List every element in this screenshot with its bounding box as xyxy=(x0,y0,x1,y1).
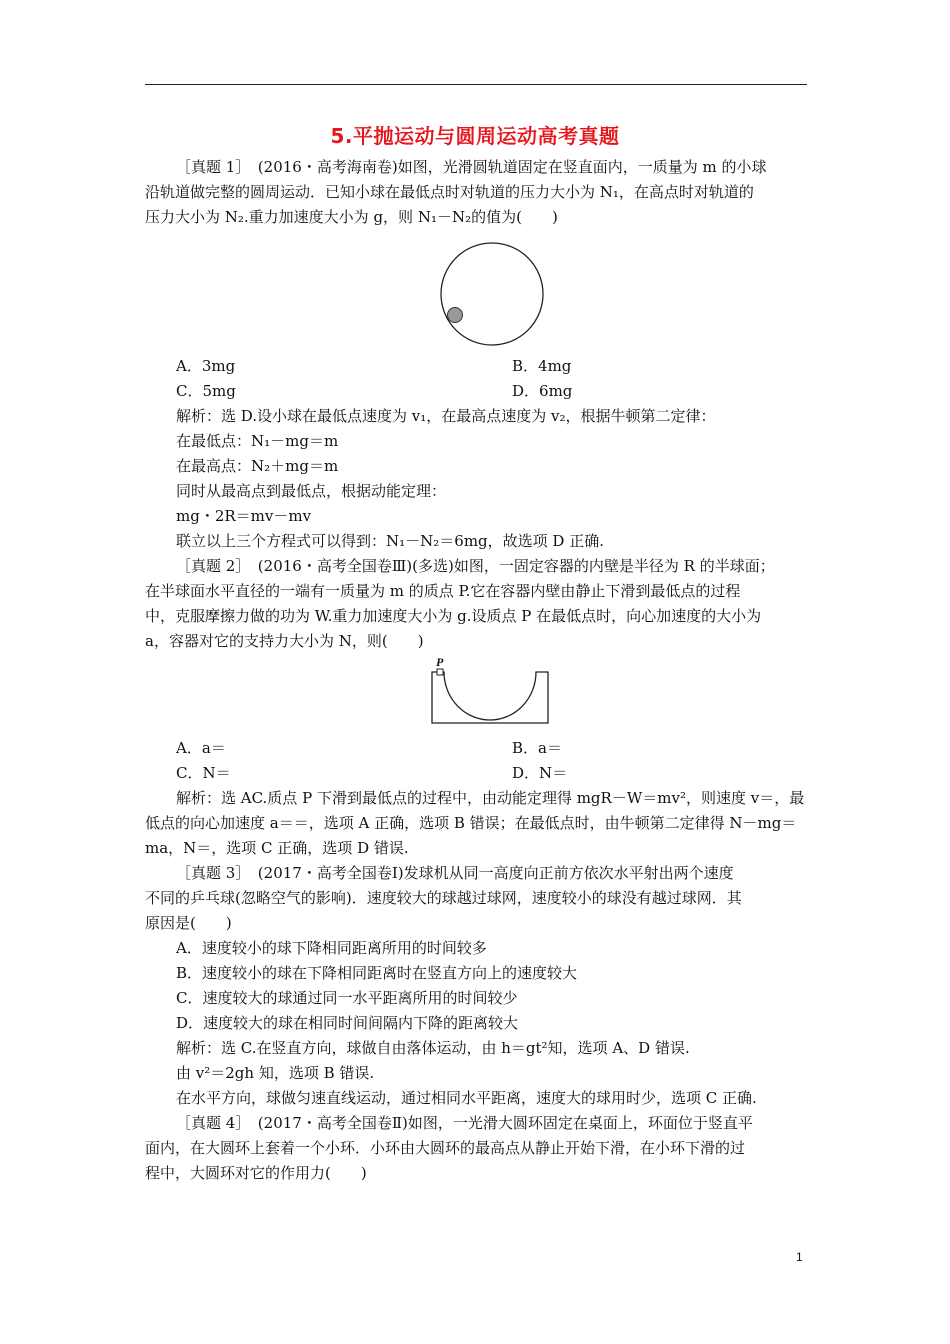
q1-line-3: 压力大小为 N₂.重力加速度大小为 g，则 N₁－N₂的值为( ) xyxy=(145,208,558,226)
q2-line-1: ［真题 2］ (2016・高考全国卷Ⅲ)(多选)如图，一固定容器的内壁是半径为 R 的半球面； xyxy=(176,557,775,575)
q3-option-b: B．速度较小的球在下降相同距离时在竖直方向上的速度较大 xyxy=(176,964,578,982)
q1-option-d: D．6mg xyxy=(512,382,573,400)
q2-line-3: 中，克服摩擦力做的功为 W.重力加速度大小为 g.设质点 P 在最低点时，向心加速度的大小为 xyxy=(145,607,762,625)
hemispherical-container-figure xyxy=(428,654,552,726)
q1-option-a: A．3mg xyxy=(176,357,236,375)
q4-line-3: 程中，大圆环对它的作用力( ) xyxy=(145,1164,367,1182)
page-title: 5.平抛运动与圆周运动高考真题 xyxy=(330,124,620,148)
q2-option-c: C．N＝ xyxy=(176,764,231,782)
q4-line-1: ［真题 4］ (2017・高考全国卷Ⅱ)如图，一光滑大圆环固定在桌面上，环面位于竖直平 xyxy=(176,1114,753,1132)
q1-solution-5: mg・2R＝mv－mv xyxy=(176,507,312,525)
q1-option-b: B．4mg xyxy=(512,357,572,375)
q1-solution-2: 在最低点：N₁－mg＝m xyxy=(176,432,339,450)
q1-line-2: 沿轨道做完整的圆周运动．已知小球在最低点时对轨道的压力大小为 N₁，在高点时对轨道的 xyxy=(145,183,754,201)
q2-option-a: A．a＝ xyxy=(176,739,226,757)
q3-option-d: D．速度较大的球在相同时间间隔内下降的距离较大 xyxy=(176,1014,519,1032)
q3-solution-3: 在水平方向，球做匀速直线运动，通过相同水平距离，速度大的球用时少，选项 C 正确. xyxy=(176,1089,757,1107)
q1-line-1: ［真题 1］ (2016・高考海南卷)如图，光滑圆轨道固定在竖直面内，一质量为 m 的小球 xyxy=(176,158,767,176)
q1-option-c: C．5mg xyxy=(176,382,236,400)
q3-option-c: C．速度较大的球通过同一水平距离所用的时间较少 xyxy=(176,989,518,1007)
q3-option-a: A．速度较小的球下降相同距离所用的时间较多 xyxy=(176,939,487,957)
q2-line-2: 在半球面水平直径的一端有一质量为 m 的质点 P.它在容器内壁由静止下滑到最低点的过程 xyxy=(145,582,741,600)
q2-solution-3: ma，N＝，选项 C 正确，选项 D 错误. xyxy=(145,839,409,857)
q2-option-d: D．N＝ xyxy=(512,764,568,782)
circular-track-figure xyxy=(434,242,550,346)
q3-line-3: 原因是( ) xyxy=(145,914,232,932)
q1-solution-1: 解析：选 D.设小球在最低点速度为 v₁，在最高点速度为 v₂，根据牛顿第二定律： xyxy=(176,407,716,425)
q1-solution-4: 同时从最高点到最低点，根据动能定理： xyxy=(176,482,447,500)
q3-solution-1: 解析：选 C.在竖直方向，球做自由落体运动，由 h＝gt²知，选项 A、D 错误. xyxy=(176,1039,690,1057)
q3-line-1: ［真题 3］ (2017・高考全国卷Ⅰ)发球机从同一高度向正前方依次水平射出两个速度 xyxy=(176,864,734,882)
q2-option-b: B．a＝ xyxy=(512,739,562,757)
q1-solution-3: 在最高点：N₂＋mg＝m xyxy=(176,457,339,475)
q3-line-2: 不同的乒乓球(忽略空气的影响)．速度较大的球越过球网，速度较小的球没有越过球网．其 xyxy=(145,889,742,907)
header-rule xyxy=(145,84,807,85)
point-p-label: P xyxy=(436,655,444,669)
q2-solution-1: 解析：选 AC.质点 P 下滑到最低点的过程中，由动能定理得 mgR－W＝mv²，则速度 v＝，最 xyxy=(176,789,805,807)
q1-solution-6: 联立以上三个方程式可以得到：N₁－N₂＝6mg，故选项 D 正确. xyxy=(176,532,604,550)
q2-line-4: a，容器对它的支持力大小为 N，则( ) xyxy=(145,632,424,650)
q3-solution-2: 由 v²＝2gh 知，选项 B 错误. xyxy=(176,1064,375,1082)
q2-solution-2: 低点的向心加速度 a＝＝，选项 A 正确，选项 B 错误；在最低点时，由牛顿第二定律得 N－mg＝ xyxy=(145,814,797,832)
q4-line-2: 面内，在大圆环上套着一个小环．小环由大圆环的最高点从静止开始下滑，在小环下滑的过 xyxy=(145,1139,746,1157)
page-number: 1 xyxy=(796,1250,803,1264)
